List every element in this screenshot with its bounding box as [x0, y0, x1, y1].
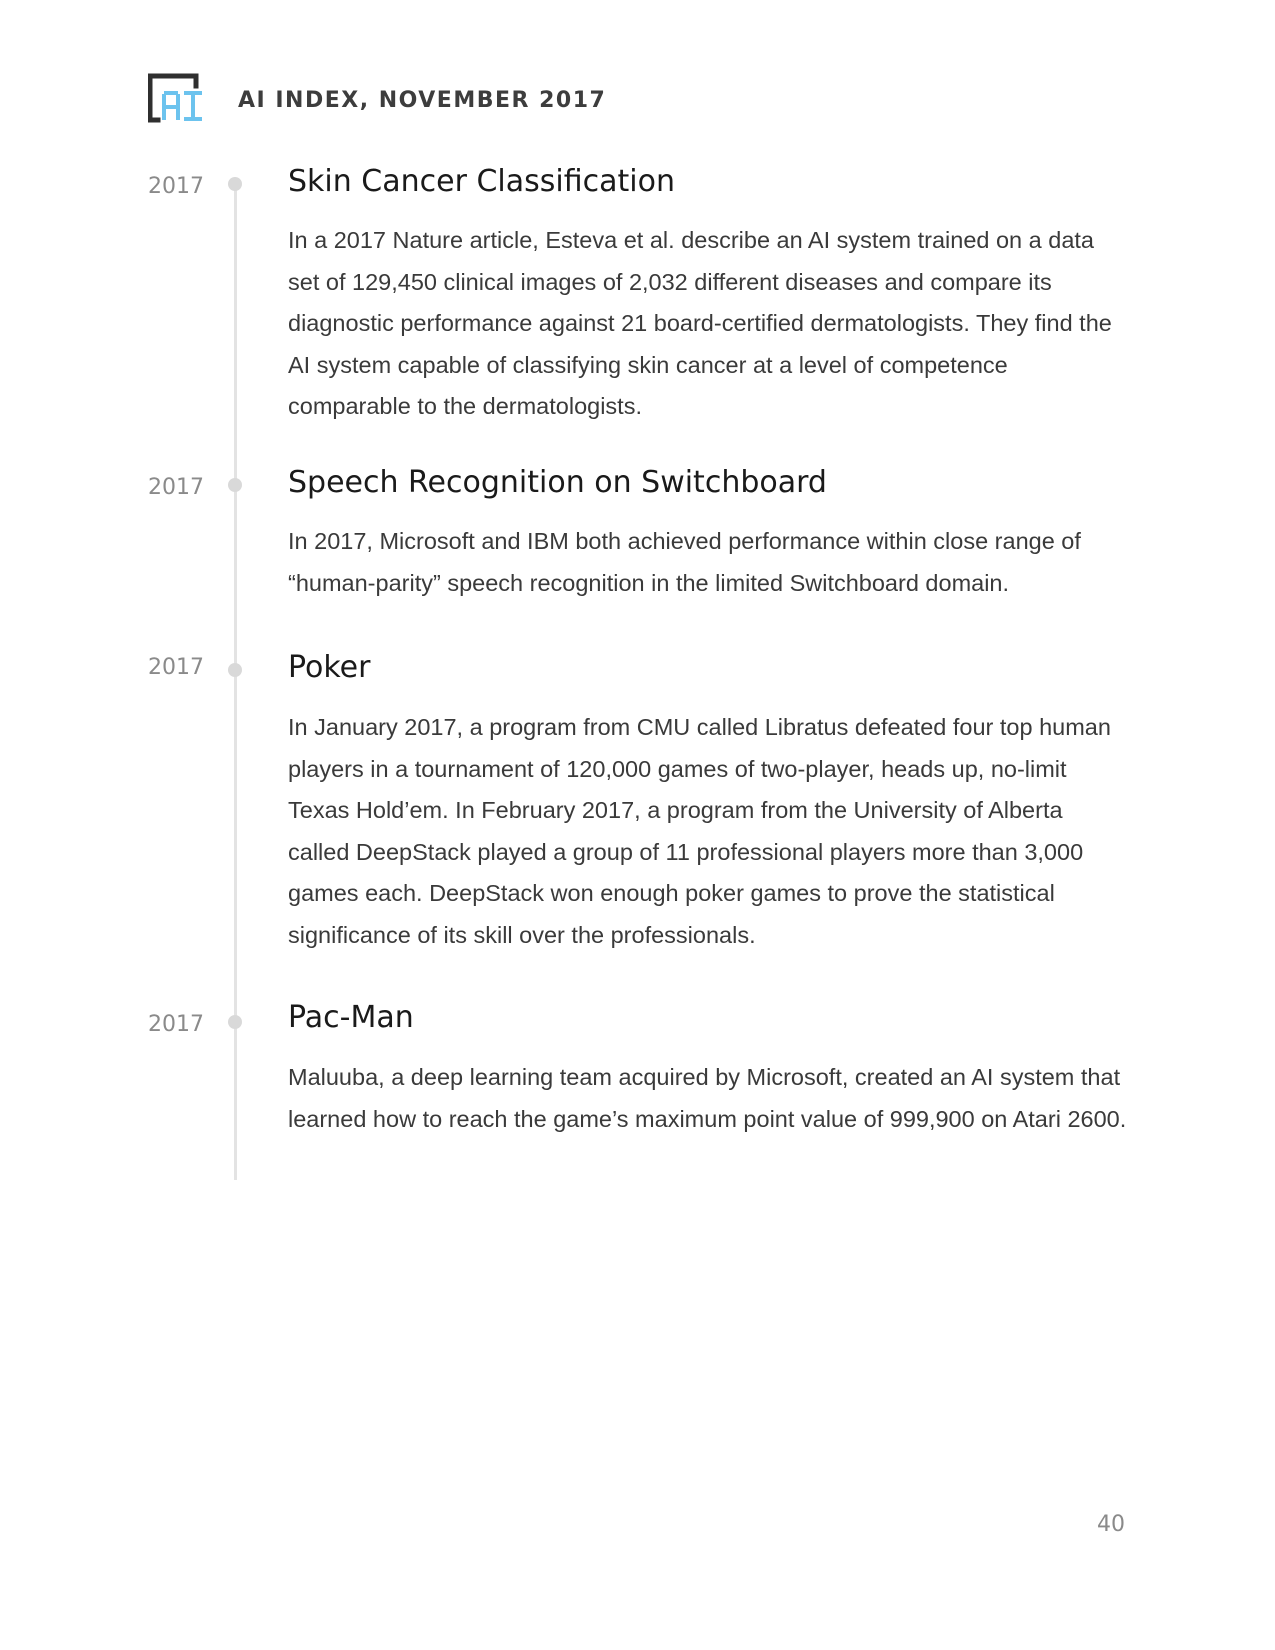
entry-year: 2017	[148, 1012, 204, 1037]
entry-year: 2017	[148, 174, 204, 199]
entry-body: In 2017, Microsoft and IBM both achieved performance within close range of “human-parity” speech recognition in the limited Switchboard domain.	[288, 528, 1081, 596]
entry-title: Speech Recognition on Switchboard	[288, 465, 827, 500]
page-number: 40	[1097, 1512, 1125, 1537]
entry-title: Skin Cancer Classification	[288, 164, 675, 199]
entry-body: Maluuba, a deep learning team acquired by Microsoft, created an AI system that learned how to reach the game’s maximum point value of 999,900 on Atari 2600.	[288, 1064, 1127, 1132]
entry-year: 2017	[148, 475, 204, 500]
timeline-dot	[228, 177, 242, 191]
timeline-dot	[228, 663, 242, 677]
timeline-line	[234, 180, 237, 1180]
entry-year: 2017	[148, 655, 204, 680]
report-title: AI INDEX, NOVEMBER 2017	[238, 87, 607, 113]
entry-title: Pac-Man	[288, 1000, 414, 1035]
entry-title: Poker	[288, 650, 371, 685]
entry-body: In a 2017 Nature article, Esteva et al. describe an AI system trained on a data set of 129,450 clinical images of 2,032 different diseases and compare its diagnostic performance against 21 board-certified dermatologists. They find the AI system capable of classifying skin cancer at a level of competence comparable to the dermatologists.	[288, 227, 1112, 419]
entry-body: In January 2017, a program from CMU called Libratus defeated four top human players in a tournament of 120,000 games of two-player, heads up, no-limit Texas Hold’em. In February 2017, a program from the University of Alberta called DeepStack played a group of 11 professional players more than 3,000 games each. DeepStack won enough poker games to prove the statistical significance of its skill over the professionals.	[288, 714, 1111, 948]
timeline-dot	[228, 1015, 242, 1029]
timeline-dot	[228, 478, 242, 492]
